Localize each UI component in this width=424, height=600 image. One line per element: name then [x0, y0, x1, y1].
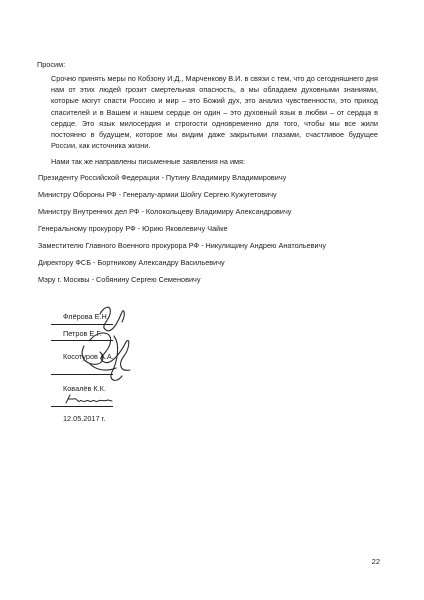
recipient-line: Министру Внутренних дел РФ - Колокольцеву Владимиру Александровичу [38, 207, 292, 216]
page-number: 22 [371, 557, 380, 566]
handwritten-signatures [60, 300, 140, 390]
handwritten-signature [64, 393, 114, 407]
signatory-name: Ковалёв К.К. [63, 384, 106, 393]
recipient-line: Заместителю Главного Военного прокурора РФ - Никулищину Андрею Анатольевичу [38, 241, 326, 250]
recipient-line: Генеральному прокурору РФ - Юрию Яковлевичу Чайке [38, 224, 228, 233]
signatory-name: Косотуров А.А. [63, 352, 114, 361]
recipient-line: Мэру г. Москвы - Собянину Сергею Семеновичу [38, 275, 201, 284]
document-date: 12.05.2017 г. [63, 414, 106, 423]
signatory-name: Флёрова Е.Н. [63, 312, 109, 321]
request-heading: Просим: [37, 60, 66, 69]
recipient-line: Министру Обороны РФ - Генералу-армии Шойгу Сергею Кужугетовичу [38, 190, 277, 199]
request-paragraph: Срочно принять меры по Кобзону И.Д., Марченкову В.И. в связи с тем, что до сегодняшнего дня нам от этих людей грозит смертельная опасность, а мы обладаем духовными знаниями, которые могут спасти Россию и мир – это Божий дух, это анализ чувственности, это приход спасителей и в Вашем и нашем сердце он один – это духовный язык в любви – от сердца в сердце. Это язык милосердия и строгости одновременно для того, чтобы мы все жили постоянно в будущем, которое мы видим даже закрытыми глазами, счастливое будущее России, как источника жизни. [51, 74, 378, 151]
recipient-line: Директору ФСБ - Бортникову Александру Васильевичу [38, 258, 225, 267]
recipients-intro: Нами так же направлены письменные заявления на имя: [51, 157, 246, 166]
signatory-name: Петров Е.Г. [63, 329, 102, 338]
recipient-line: Президенту Российской Федерации - Путину Владимиру Владимировичу [38, 173, 287, 182]
